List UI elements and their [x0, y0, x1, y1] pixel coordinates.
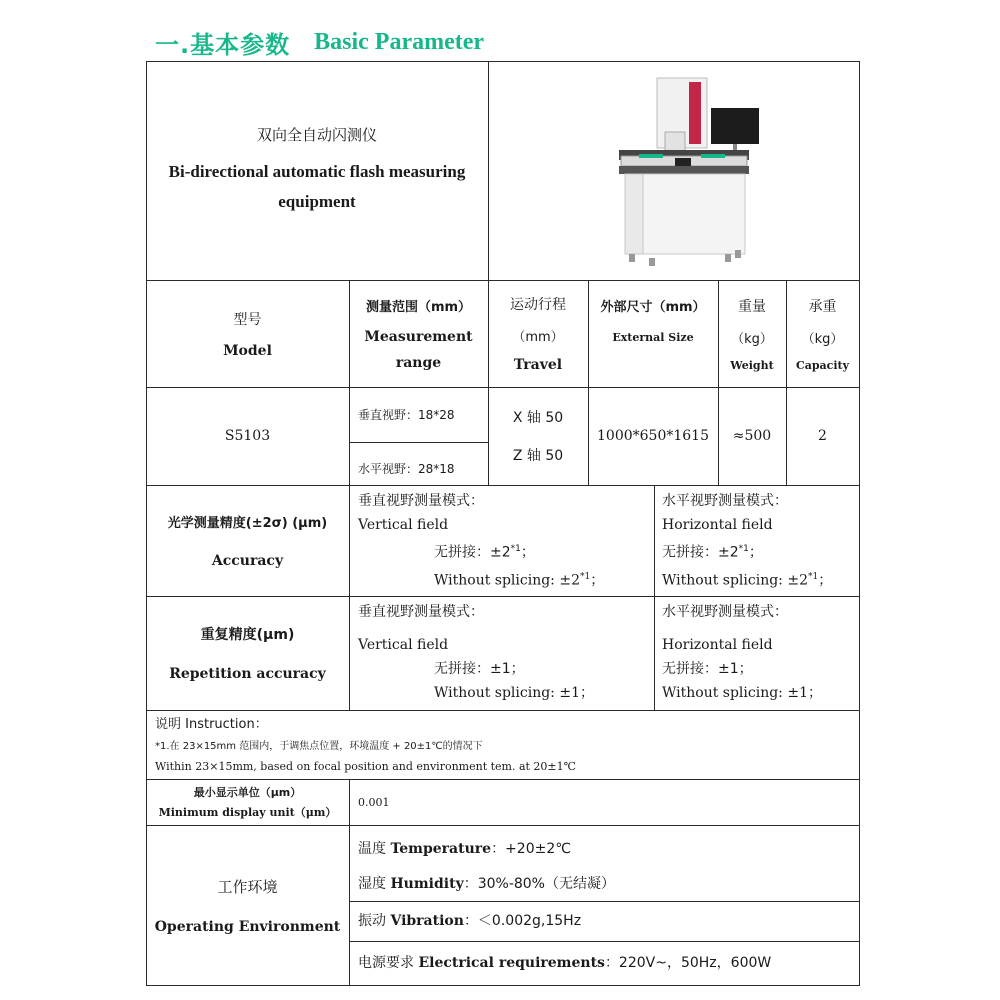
- repetition-horizontal-field: Horizontal field: [662, 637, 773, 653]
- repetition-vertical-mode: 垂直视野测量模式：: [358, 604, 484, 620]
- accuracy-horizontal-semicolon-2: ；: [818, 572, 833, 589]
- header-model-zh: 型号: [233, 311, 262, 328]
- repetition-vertical: [358, 599, 648, 705]
- header-capacity: [786, 280, 859, 387]
- temperature-value: ：+20±2℃: [491, 841, 571, 857]
- repetition-horizontal-nosplice-zh: 无拼接：±1；: [662, 661, 753, 677]
- accuracy-horizontal-field: Horizontal field: [662, 517, 773, 533]
- accuracy-label-en: Accuracy: [211, 553, 284, 569]
- header-size: [588, 280, 718, 387]
- range-vertical-value: 垂直视野：18*28: [358, 408, 455, 422]
- accuracy-horizontal-mode: 水平视野测量模式：: [662, 493, 788, 509]
- accuracy-label: [146, 485, 349, 596]
- header-capacity-en: Capacity: [795, 358, 850, 372]
- instruction-line-en: Within 23×15mm, based on focal position and environment tem. at 20±1℃: [155, 760, 576, 773]
- header-size-zh: 外部尺寸（mm）: [600, 300, 706, 315]
- environment-electrical: [358, 942, 853, 985]
- environment-vibration: [358, 902, 853, 941]
- header-travel: [488, 280, 588, 387]
- header-weight: [718, 280, 786, 387]
- product-name-zh: 双向全自动闪测仪: [256, 126, 377, 144]
- parameter-table: [146, 61, 860, 986]
- measuring-machine-illustration: [489, 62, 859, 280]
- accuracy-vertical-note-2: *1: [580, 571, 591, 582]
- electrical-en: Electrical requirements: [418, 955, 605, 971]
- environment-temperature: [358, 831, 853, 867]
- product-image: [489, 62, 859, 280]
- travel-z-value: Z 轴 50: [512, 448, 564, 464]
- header-weight-en: Weight: [730, 358, 774, 372]
- capacity-value: 2: [818, 428, 827, 444]
- section-heading-zh: 一.基本参数: [155, 30, 291, 59]
- humidity-zh: 湿度: [358, 876, 391, 892]
- humidity-en: Humidity: [390, 876, 464, 892]
- header-model-en: Model: [223, 342, 272, 359]
- header-range-zh: 测量范围（mm）: [365, 300, 472, 315]
- accuracy-horizontal-semicolon-1: ；: [748, 544, 763, 561]
- repetition-vertical-nosplice-en: Without splicing: ±1；: [434, 685, 594, 701]
- header-capacity-zh-2: （kg）: [801, 331, 844, 347]
- accuracy-vertical-nosplice-en: Without splicing: ±2: [434, 572, 580, 589]
- header-model: [146, 280, 349, 387]
- accuracy-label-zh: 光学测量精度(±2σ) (μm): [167, 516, 328, 531]
- display-unit-label-en: Minimum display unit（μm）: [158, 806, 337, 819]
- accuracy-vertical-semicolon-2: ；: [590, 572, 605, 589]
- header-range: [349, 280, 488, 387]
- display-unit-label-zh: 最小显示单位（μm）: [193, 786, 302, 799]
- header-travel-en: Travel: [513, 357, 563, 373]
- header-range-en-2: range: [395, 355, 442, 371]
- range-horizontal-value: 水平视野：28*18: [358, 462, 455, 476]
- environment-humidity: [358, 867, 853, 901]
- display-unit-label: [146, 779, 349, 825]
- temperature-en: Temperature: [390, 841, 492, 857]
- header-range-en-1: Measurement: [364, 329, 473, 345]
- accuracy-vertical: [358, 489, 648, 592]
- accuracy-vertical-field: Vertical field: [358, 517, 449, 533]
- accuracy-horizontal: [662, 489, 857, 592]
- environment-label: [146, 825, 349, 985]
- accuracy-horizontal-nosplice-zh: 无拼接：±2: [662, 544, 739, 561]
- repetition-vertical-nosplice-zh: 无拼接：±1；: [434, 661, 525, 677]
- repetition-horizontal: [662, 599, 857, 705]
- humidity-value: ：30%-80%（无结凝）: [463, 876, 615, 892]
- accuracy-vertical-nosplice-zh: 无拼接：±2: [434, 544, 511, 561]
- header-travel-zh-2: （mm）: [512, 330, 564, 345]
- repetition-label: [146, 596, 349, 710]
- instruction-title: 说明 Instruction：: [155, 717, 268, 732]
- repetition-horizontal-mode: 水平视野测量模式：: [662, 604, 788, 620]
- environment-label-en: Operating Environment: [154, 918, 341, 935]
- size-value: 1000*650*1615: [597, 428, 709, 444]
- electrical-value: ：220V~，50Hz，600W: [604, 955, 772, 971]
- instruction-block: [155, 713, 855, 777]
- weight-value: ≈500: [732, 428, 772, 444]
- header-weight-zh-2: （kg）: [731, 331, 773, 347]
- accuracy-horizontal-note-2: *1: [808, 571, 819, 582]
- header-travel-zh-1: 运动行程: [510, 297, 566, 313]
- travel-values: [488, 387, 588, 485]
- accuracy-horizontal-nosplice-en: Without splicing: ±2: [662, 572, 808, 589]
- accuracy-vertical-mode: 垂直视野测量模式：: [358, 493, 484, 509]
- product-name-en-2: equipment: [278, 192, 356, 211]
- repetition-horizontal-nosplice-en: Without splicing: ±1；: [662, 685, 822, 701]
- vibration-value: ：＜0.002g,15Hz: [463, 913, 582, 929]
- section-heading-en: Basic Parameter: [314, 28, 485, 55]
- header-capacity-zh-1: 承重: [808, 298, 837, 315]
- vibration-en: Vibration: [390, 913, 464, 929]
- product-name-cell: [146, 61, 488, 280]
- section-heading: [155, 26, 484, 58]
- environment-label-zh: 工作环境: [217, 877, 278, 896]
- repetition-vertical-field: Vertical field: [358, 637, 449, 653]
- temperature-zh: 温度: [358, 841, 391, 857]
- vibration-zh: 振动: [358, 913, 391, 929]
- repetition-label-en: Repetition accuracy: [169, 666, 326, 682]
- model-value: S5103: [224, 428, 271, 444]
- display-unit-value: 0.001: [358, 795, 390, 809]
- accuracy-vertical-note-1: *1: [510, 544, 521, 554]
- header-weight-zh-1: 重量: [738, 298, 766, 315]
- product-name-en-1: Bi-directional automatic flash measuring: [168, 162, 466, 181]
- repetition-label-zh: 重复精度(μm): [200, 627, 295, 643]
- instruction-line-zh: *1.在 23×15mm 范围内，于调焦点位置，环境温度 + 20±1℃的情况下: [155, 741, 483, 752]
- travel-x-value: X 轴 50: [512, 410, 564, 426]
- header-size-en: External Size: [612, 331, 694, 344]
- electrical-zh: 电源要求: [358, 955, 419, 971]
- accuracy-vertical-semicolon-1: ；: [520, 544, 535, 561]
- accuracy-horizontal-note-1: *1: [738, 544, 749, 554]
